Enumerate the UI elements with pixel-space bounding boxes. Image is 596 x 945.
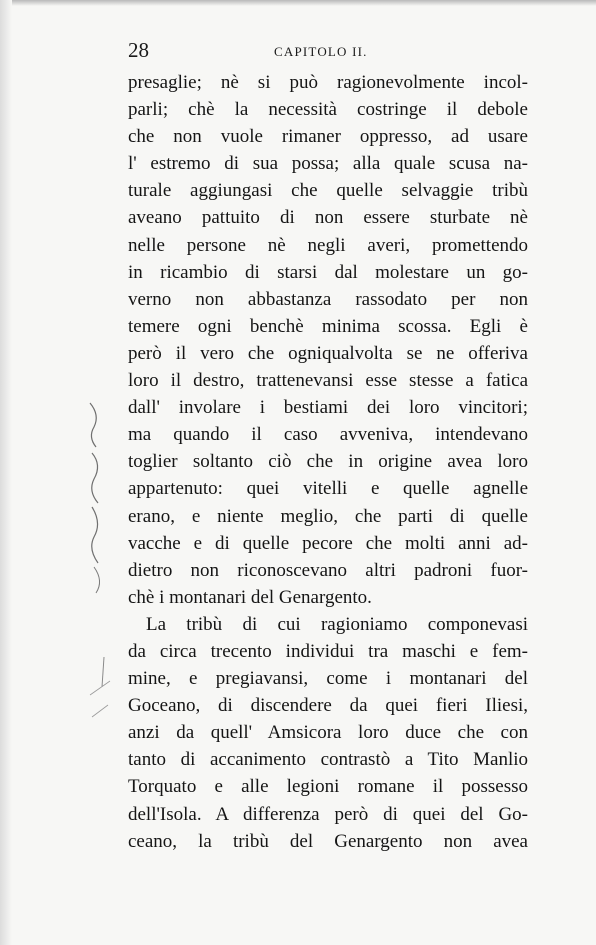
text-line: mine, e pregiavansi, come i montanari del <box>128 668 528 690</box>
text-line: ceano, la tribù del Genargento non avea <box>128 830 528 852</box>
text-line: anzi da quell' Amsicora loro duce che con <box>128 722 528 744</box>
text-line: in ricambio di starsi dal molestare un go- <box>128 261 528 283</box>
text-line: erano, e niente meglio, che parti di quelle <box>128 505 528 527</box>
text-line: dall' involare i bestiami dei loro vincitori; <box>128 397 528 419</box>
text-line: chè i montanari del Genargento. <box>128 586 372 608</box>
text-line: però il vero che ogniqualvolta se ne offeriva <box>128 342 528 364</box>
page-top-edge <box>0 0 596 6</box>
page-body-text <box>128 69 528 855</box>
text-line: temere ogni benchè minima scossa. Egli è <box>128 315 528 337</box>
page-gutter-shadow <box>0 0 12 945</box>
text-line: presaglie; nè si può ragionevolmente incol- <box>128 72 528 93</box>
text-line: dietro non riconoscevano altri padroni fuor- <box>128 559 528 581</box>
text-line: loro il destro, trattenevansi esse stesse a fatica <box>128 370 528 392</box>
text-line: Torquato e alle legioni romane il possesso <box>128 776 528 798</box>
running-head: CAPITOLO II. <box>274 44 368 59</box>
text-line: vacche e di quelle pecore che molti anni ad- <box>128 532 528 554</box>
text-line: da circa trecento individui tra maschi e fem- <box>128 640 528 662</box>
text-line: appartenuto: quei vitelli e quelle agnelle <box>128 478 528 500</box>
text-line: dell'Isola. A differenza però di quei del Go- <box>128 803 528 825</box>
paragraph-start-line: La tribù di cui ragioniamo componevasi <box>146 613 528 635</box>
text-line: l' estremo di sua possa; alla quale scusa na- <box>128 153 528 175</box>
text-line: toglier soltanto ciò che in origine avea loro <box>128 451 528 473</box>
text-line: turale aggiungasi che quelle selvaggie tribù <box>128 180 528 202</box>
text-line: parli; chè la necessità costringe il debole <box>128 99 528 121</box>
page-header <box>128 38 528 62</box>
text-line: verno non abbastanza rassodato per non <box>128 288 528 310</box>
text-line: ma quando il caso avveniva, intendevano <box>128 424 528 446</box>
text-line: nelle persone nè negli averi, promettendo <box>128 234 528 256</box>
text-line: Goceano, di discendere da quei fieri Iliesi, <box>128 695 528 717</box>
page-number: 28 <box>128 38 149 62</box>
text-line: che non vuole rimaner oppresso, ad usare <box>128 126 528 148</box>
margin-pencil-marks <box>80 395 120 725</box>
text-line: tanto di accanimento contrastò a Tito Manlio <box>128 749 528 771</box>
text-line: aveano pattuito di non essere sturbate nè <box>128 207 528 229</box>
